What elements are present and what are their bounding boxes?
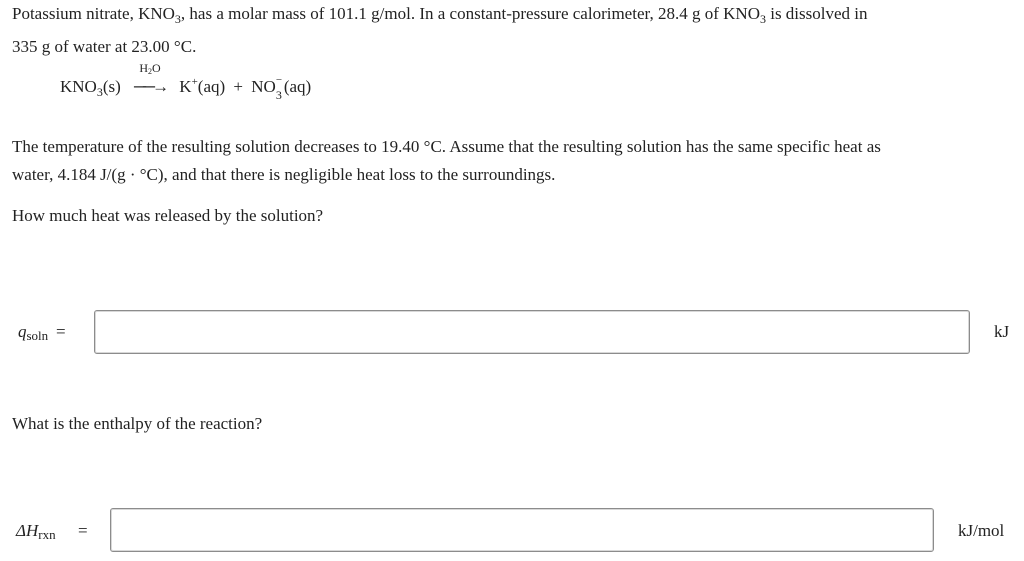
reactant-formula: KNO [60,77,97,96]
intro-text-line2: 335 g of water at 23.00 °C. [12,37,197,56]
q-soln-unit: kJ [994,322,1010,341]
dh-rxn-label: ΔHrxn [16,521,56,542]
conditions-line1: The temperature of the resulting solution decreases to 19.40 °C. Assume that the resulting solution has the same specific heat as [12,137,881,156]
conditions-line2: water, 4.184 J/(g · °C), and that there is negligible heat loss to the surroundings. [12,165,556,184]
intro-text-a: Potassium nitrate, KNO [12,4,175,23]
product1-formula: K [179,77,192,96]
problem-conditions [12,133,881,189]
product2-formula: NO [251,77,276,96]
q-soln-label: qsoln [18,322,49,343]
reaction-arrow [129,61,171,97]
question-enthalpy: What is the enthalpy of the reaction? [12,414,263,433]
subscript-3: 3 [174,12,181,26]
intro-text-b: , has a molar mass of 101.1 g/mol. In a constant-pressure calorimeter, 28.4 g of KNO [180,4,760,23]
plus-sign: + [233,77,244,96]
reactant-state: (s) [102,77,121,96]
subscript-3: 3 [759,12,766,26]
reactant-subscript: 3 [96,85,103,99]
problem-intro [12,0,868,61]
dh-rxn-input[interactable] [110,508,934,552]
product1-charge: + [191,76,198,88]
product2-charge: − [275,74,283,86]
solvent-label: $H_2O$ [139,61,161,76]
equals-sign: = [56,322,66,341]
intro-text-c: is dissolved in [765,4,868,23]
dh-rxn-unit: kJ/mol [958,521,1005,540]
answer-row-dh-rxn [0,508,1024,552]
product2-state: (aq) [283,77,312,96]
chemical-equation [60,61,312,102]
right-arrow-icon: ──→ [134,77,167,96]
product1-state: (aq) [197,77,226,96]
answer-row-q-soln [0,310,1024,354]
equals-sign: = [78,521,88,540]
q-soln-input[interactable] [94,310,970,354]
product2-subscript: 3 [275,88,282,102]
question-heat-released: How much heat was released by the solution? [12,206,324,225]
